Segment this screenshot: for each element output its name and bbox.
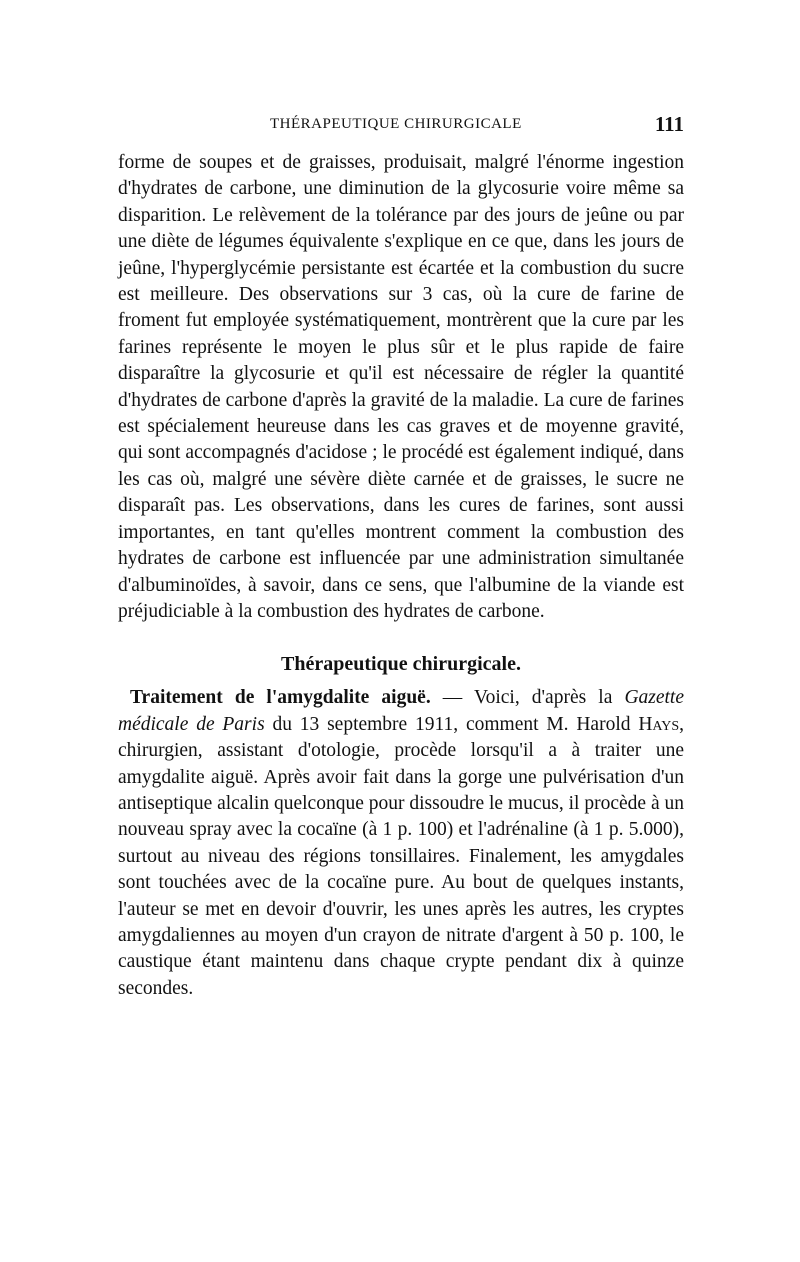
page-number: 111 xyxy=(654,112,684,136)
paragraph-continuation: forme de soupes et de graisses, produisait, malgré l'énorme ingestion d'hydrates de carbone, une diminution de la glycosurie voire même sa disparition. Le relèvement de la tolérance par des jours de jeûne ou par une diète de légumes équivalente s'explique en ce que, dans les jours de jeûne, l'hyperglycémie persistante est écartée et la combustion du sucre est meilleure. Des observations sur 3 cas, où la cure de farine de froment fut employée systématiquement, montrèrent que la cure par les farines représente le moyen le plus sûr et le plus rapide de faire disparaître la glycosurie et qu'il est nécessaire de régler la quantité d'hydrates de carbone d'après la gravité de la maladie. La cure de farines est spécialement heureuse dans les cas graves et de moyenne gravité, qui sont accompagnés d'acidose ; le procédé est également indiqué, dans les cas où, malgré une sévère diète carnée et de graisses, le sucre ne disparaît pas. Les observations, dans les cures de farines, sont aussi importantes, en tant qu'elles montrent comment la combustion des hydrates de carbone est influencée par une administration simultanée d'albuminoïdes, à savoir, dans ce sens, que l'albumine de la viande est préjudiciable à la combustion des hydrates de carbone. xyxy=(118,152,684,622)
running-title: THÉRAPEUTIQUE CHIRURGICALE xyxy=(270,116,522,132)
paragraph-text-part: — Voici, d'après la xyxy=(430,687,625,709)
paragraph-text-part: , chirurgien, assistant d'otologie, procède lorsqu'il a à traiter une amygdalite aiguë. Après avoir fait dans la gorge une pulvérisation d'un antiseptique alcalin quelconque pour dissoudre le mucus, il procède à un nouveau spray avec la cocaïne (à 1 p. 100) et l'adrénaline (à 1 p. 5.000), surtout au niveau des régions tonsillaires. Finalement, les amygdales sont touchées avec de la cocaïne pure. Au bout de quelques instants, l'auteur se met en devoir d'ouvrir, les unes après les autres, les cryptes amygdaliennes au moyen d'un crayon de nitrate d'argent à 50 p. 100, le caustique étant maintenu dans chaque crypte pendant dix à quinze secondes. xyxy=(118,713,684,999)
author-name: Hays xyxy=(638,713,680,735)
paragraph-amygdalite xyxy=(118,685,684,1002)
paragraph-text-part: du 13 septembre 1911, comment M. Harold xyxy=(264,713,639,735)
main-text xyxy=(118,150,684,1002)
journal-title: Gazette médicale de Paris xyxy=(118,687,685,735)
running-header xyxy=(118,112,684,136)
section-heading: Thérapeutique chirurgicale. xyxy=(281,653,521,676)
run-in-title: Traitement de l'amygdalite aiguë. xyxy=(130,687,431,709)
